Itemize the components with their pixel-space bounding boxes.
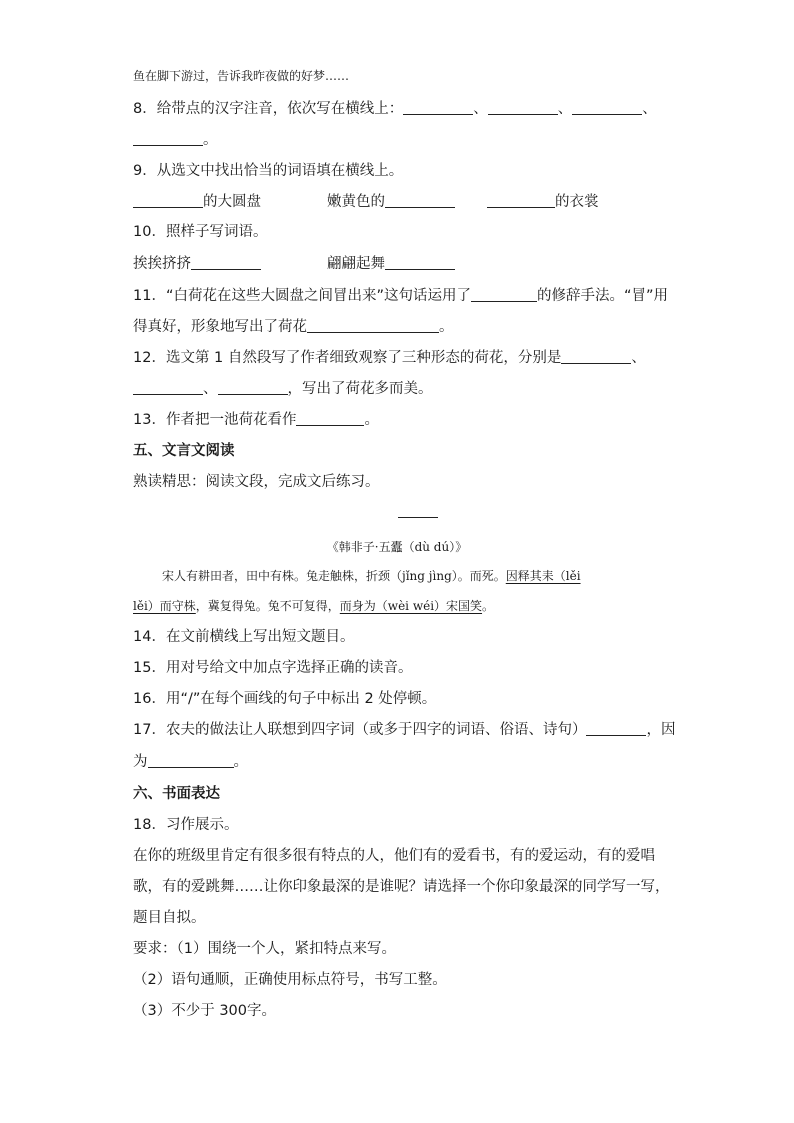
q13-end: 。	[364, 412, 379, 428]
question-12-cont	[133, 379, 433, 399]
q9-a: 的大圆盘	[203, 194, 261, 210]
q12-sep: 、	[203, 381, 218, 397]
q9-b: 嫩黄色的	[327, 194, 385, 210]
question-11	[133, 286, 668, 306]
q17-line2b: 。	[233, 754, 248, 770]
q17-line2a: 为	[133, 754, 148, 770]
q11-line2a: 得真好，形象地写出了荷花	[133, 319, 307, 335]
q18-prompt-1: 在你的班级里肯定有很多很有特点的人，他们有的爱看书，有的爱运动，有的爱唱	[133, 848, 655, 864]
q12-blank-2[interactable]	[133, 379, 203, 395]
passage-underlined-2: 而身为（wèi wéi）宋国笑	[339, 599, 483, 613]
q8-end: 。	[203, 132, 218, 148]
passage-underlined-1-cont: lěi）而守株	[133, 599, 196, 613]
question-13	[133, 410, 379, 430]
q12-sep: 、	[631, 350, 646, 366]
q8-sep: 、	[557, 101, 573, 117]
passage-line-2	[133, 596, 494, 616]
q17-line1b: ，因	[646, 722, 676, 738]
q18-requirement-1: 要求：（1）围绕一个人，紧扣特点来写。	[133, 941, 396, 957]
question-18: 18．习作展示。	[133, 817, 239, 833]
q11-line2b: 。	[439, 319, 454, 335]
q10-blank-1[interactable]	[191, 254, 261, 270]
passage-line2d: 。	[482, 599, 495, 613]
passage-line1a: 宋人有耕田者，田中有株。兔走触株，折颈（jǐng jìng）。而死。	[162, 569, 506, 583]
question-10: 10．照样子写词语。	[133, 224, 268, 240]
q11-blank-1[interactable]	[471, 286, 537, 302]
q13-text: 13．作者把一池荷花看作	[133, 412, 297, 428]
question-9: 9．从选文中找出恰当的词语填在横线上。	[133, 163, 404, 179]
q18-requirement-3: （3）不少于 300字。	[133, 1003, 277, 1019]
q8-blank-4[interactable]	[133, 130, 203, 146]
q12-line2end: ，写出了荷花多而美。	[287, 381, 433, 397]
question-8-cont	[133, 130, 218, 150]
q17-line1a: 17．农夫的做法让人联想到四字词（或多于四字的词语、俗语、诗句）	[133, 722, 587, 738]
q11-line1b: 的修辞手法。“冒”用	[536, 288, 669, 304]
question-15: 15．用对号给文中加点字选择正确的读音。	[133, 660, 413, 676]
q8-blank-2[interactable]	[488, 99, 558, 115]
q8-sep: 、	[473, 101, 488, 117]
q17-blank-1[interactable]	[586, 720, 646, 736]
question-14: 14．在文前横线上写出短文题目。	[133, 629, 355, 645]
question-10-blanks	[133, 254, 455, 274]
question-12	[133, 348, 646, 368]
section-5-intro: 熟读精思：阅读文段，完成文后练习。	[133, 474, 380, 490]
q12-line1: 12．选文第 1 自然段写了作者细致观察了三种形态的荷花，分别是	[133, 350, 562, 366]
q18-prompt-2: 歌，有的爱跳舞……让你印象最深的是谁呢？请选择一个你印象最深的同学写一写，	[133, 879, 670, 895]
q10-blank-2[interactable]	[385, 254, 455, 270]
passage-underlined-1: 因释其耒（lěi	[505, 569, 581, 583]
q18-prompt-3: 题目自拟。	[133, 910, 206, 926]
q8-blank-1[interactable]	[403, 99, 473, 115]
q12-blank-3[interactable]	[218, 379, 288, 395]
passage-line-1	[162, 566, 581, 586]
q8-text: 8．给带点的汉字注音，依次写在横线上：	[133, 101, 404, 117]
section-6-title: 六、书面表达	[133, 786, 220, 802]
q8-sep: 、	[642, 101, 657, 117]
q10-a: 挨挨挤挤	[133, 256, 191, 272]
q10-b: 翩翩起舞	[327, 256, 385, 272]
poem-tail-line: 鱼在脚下游过，告诉我昨夜做的好梦……	[133, 69, 350, 83]
question-17	[133, 720, 675, 740]
q9-blank-2[interactable]	[385, 192, 455, 208]
passage-line2b: ，冀复得兔。兔不可复得，	[195, 599, 340, 613]
passage-source: 《韩非子·五蠹（dù dú）》	[326, 540, 468, 554]
section-5-title: 五、文言文阅读	[133, 443, 235, 459]
q9-blank-1[interactable]	[133, 192, 203, 208]
question-9-blanks	[133, 192, 599, 212]
question-11-cont	[133, 317, 454, 337]
passage-title-blank[interactable]	[398, 517, 438, 518]
q13-blank[interactable]	[296, 410, 364, 426]
q11-line1a: 11．“白荷花在这些大圆盘之间冒出来”这句话运用了	[133, 288, 471, 304]
q18-requirement-2: （2）语句通顺，正确使用标点符号，书写工整。	[133, 972, 447, 988]
q17-blank-2[interactable]	[148, 752, 234, 768]
q8-blank-3[interactable]	[572, 99, 642, 115]
q12-blank-1[interactable]	[561, 348, 631, 364]
q11-blank-2[interactable]	[307, 317, 439, 333]
q9-blank-3[interactable]	[487, 192, 555, 208]
question-16: 16．用“/”在每个画线的句子中标出 2 处停顿。	[133, 691, 437, 707]
question-17-cont	[133, 752, 248, 772]
q9-c: 的衣裳	[555, 194, 599, 210]
question-8	[133, 99, 657, 119]
